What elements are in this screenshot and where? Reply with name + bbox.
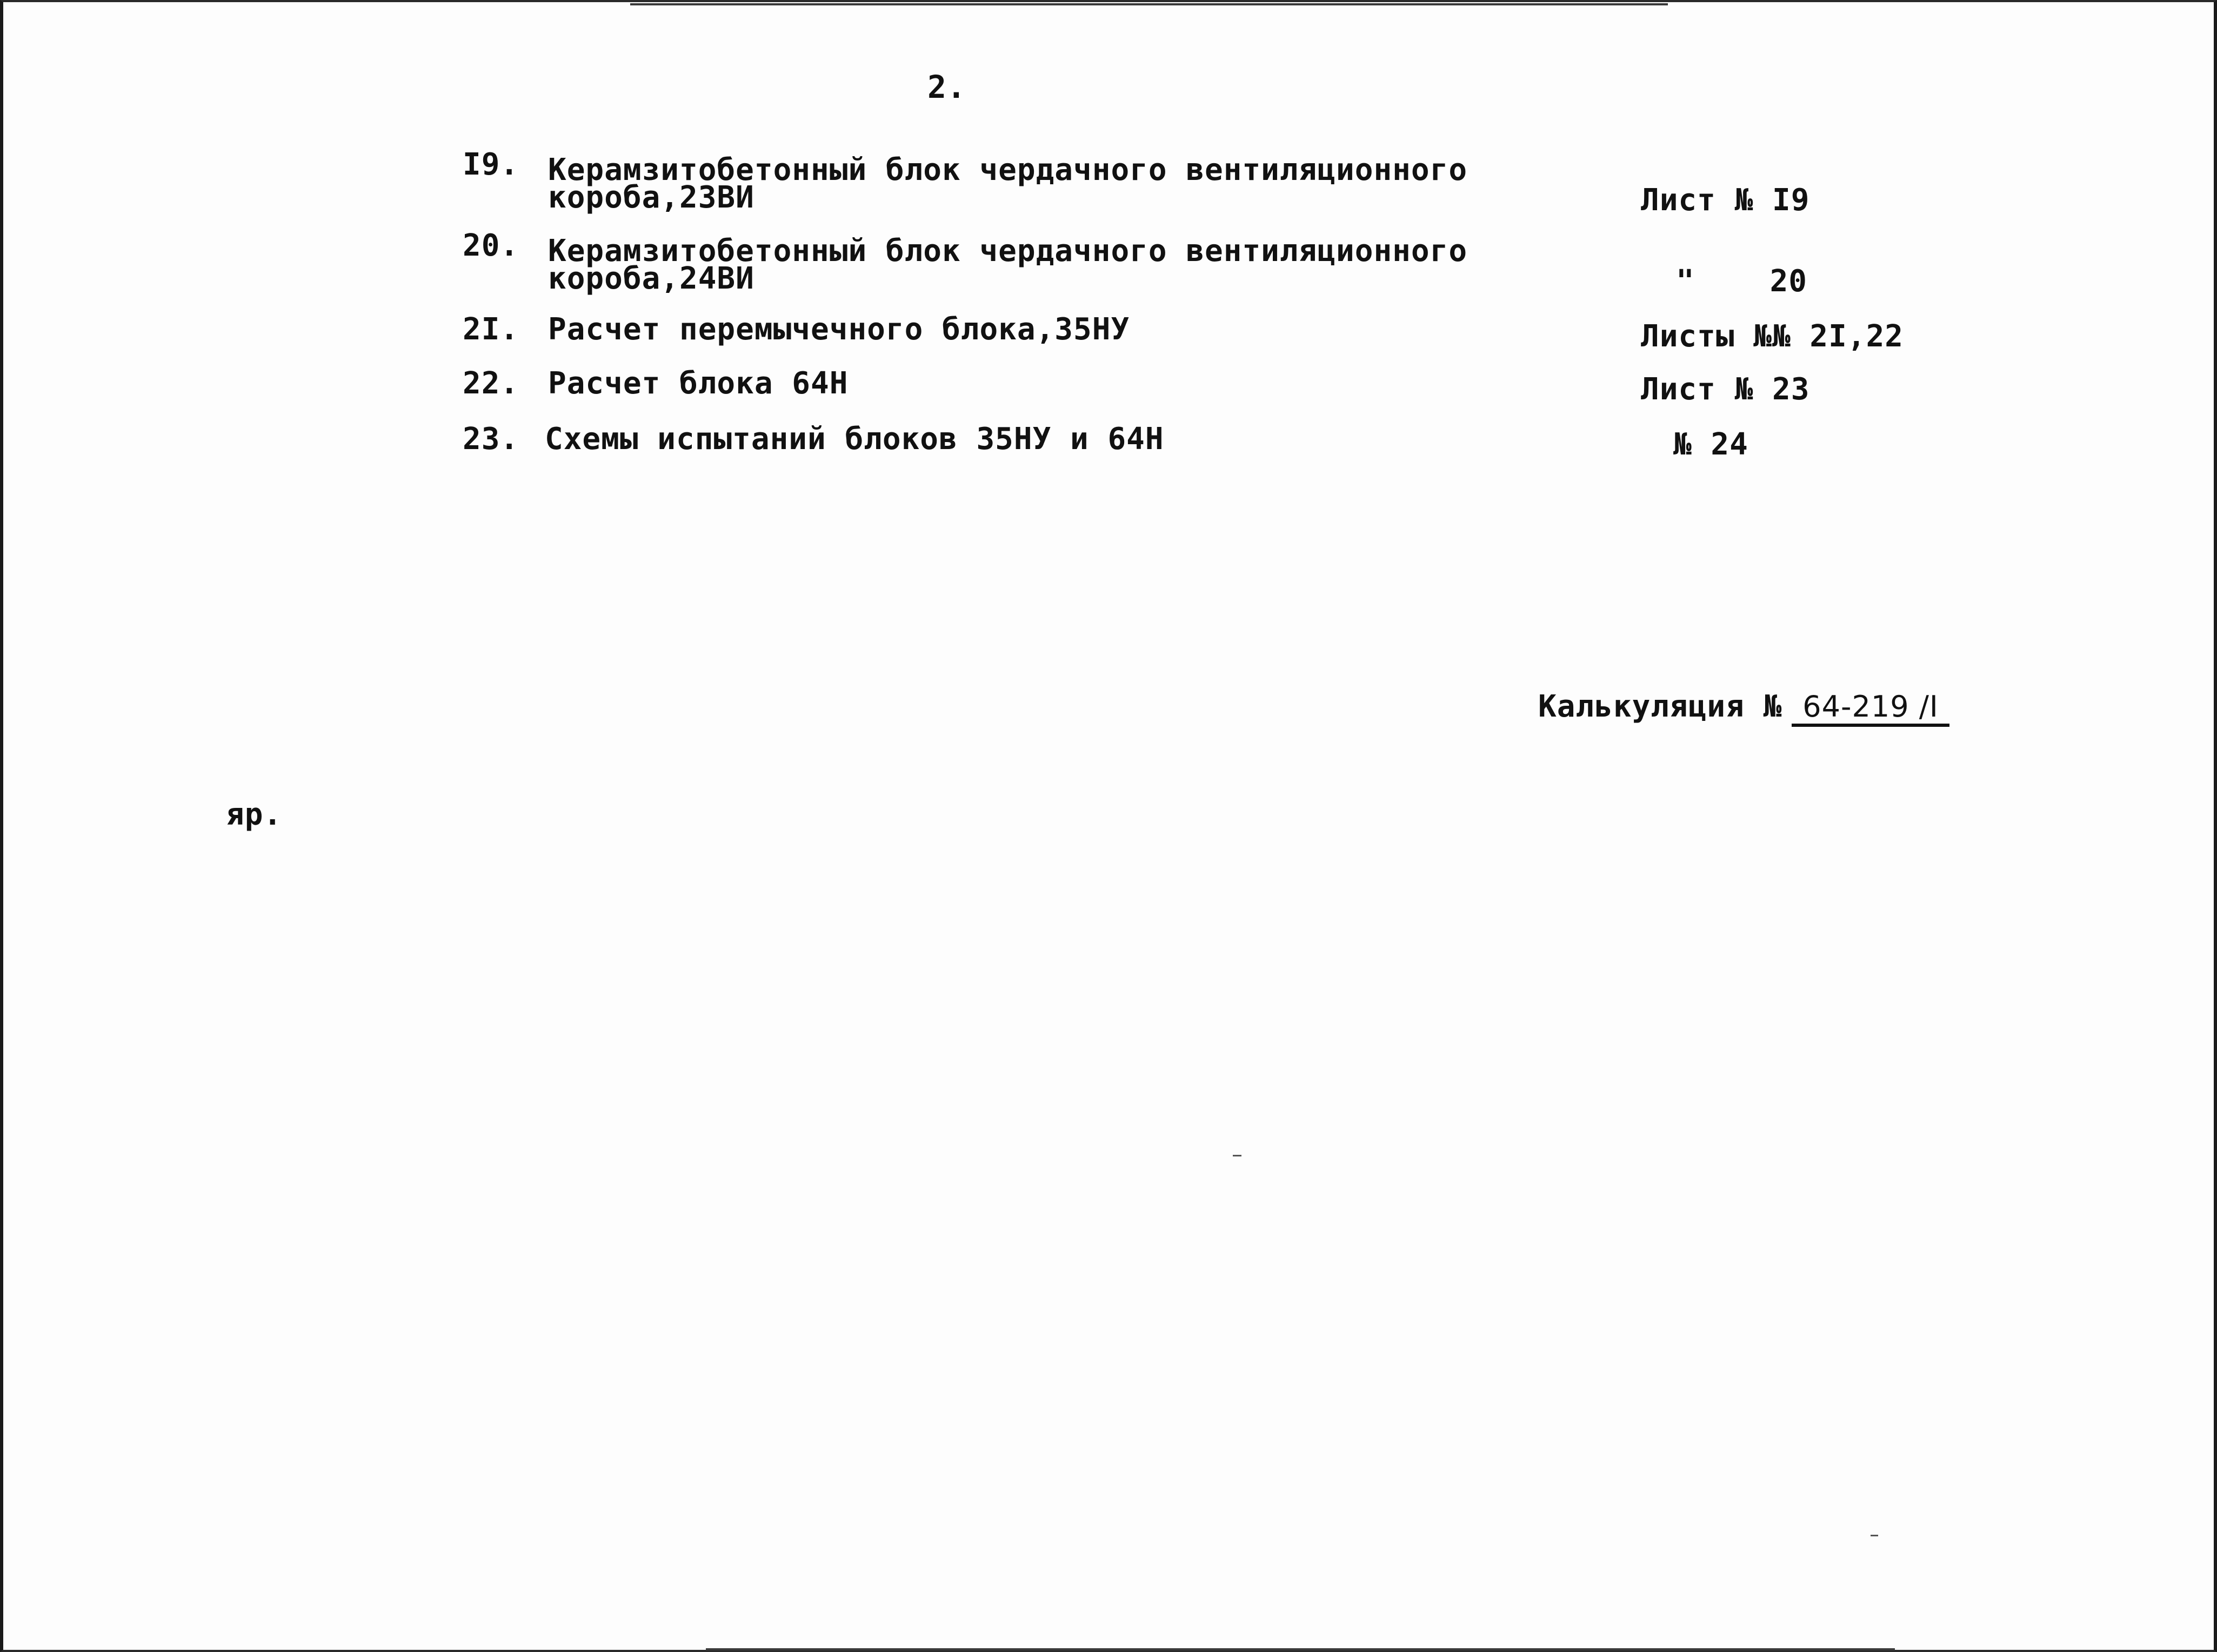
item-title-line1: Расчет блока 64Н	[548, 366, 849, 401]
item-sheet-ref: Листы №№ 2I,22	[1641, 319, 1904, 354]
item-sheet-ref: " 20	[1676, 264, 1808, 299]
item-title-line1: Керамзитобетонный блок чердачного вентиляционного	[548, 152, 1468, 188]
item-number: 23.	[463, 422, 519, 457]
item-number: 20.	[463, 228, 519, 263]
calculation-label: Калькуляция №	[1538, 689, 1782, 724]
initials: яр.	[226, 797, 283, 832]
scan-speck	[1871, 1535, 1878, 1536]
page-number: 2.	[927, 69, 966, 105]
item-number: 22.	[463, 366, 519, 401]
calculation-reference	[1538, 691, 1949, 727]
scan-edge-mark	[706, 1648, 1895, 1650]
item-title-line2: короба,24ВИ	[548, 261, 754, 296]
item-sheet-ref: Лист № 23	[1641, 372, 1810, 407]
calculation-value: 64-219 /I	[1792, 691, 1949, 727]
item-number: I9.	[463, 147, 519, 182]
scan-speck	[1233, 1155, 1241, 1156]
item-number: 2I.	[463, 312, 519, 347]
item-title-line1: Керамзитобетонный блок чердачного вентиляционного	[548, 233, 1468, 269]
item-title-line1: Расчет перемычечного блока,35НУ	[548, 312, 1130, 347]
item-sheet-ref: Лист № I9	[1641, 183, 1810, 218]
item-sheet-ref: № 24	[1673, 427, 1748, 462]
item-title-line1: Схемы испытаний блоков 35НУ и 64Н	[545, 422, 1164, 457]
item-title-line2: короба,23ВИ	[548, 180, 754, 215]
scan-edge-mark	[630, 3, 1668, 5]
